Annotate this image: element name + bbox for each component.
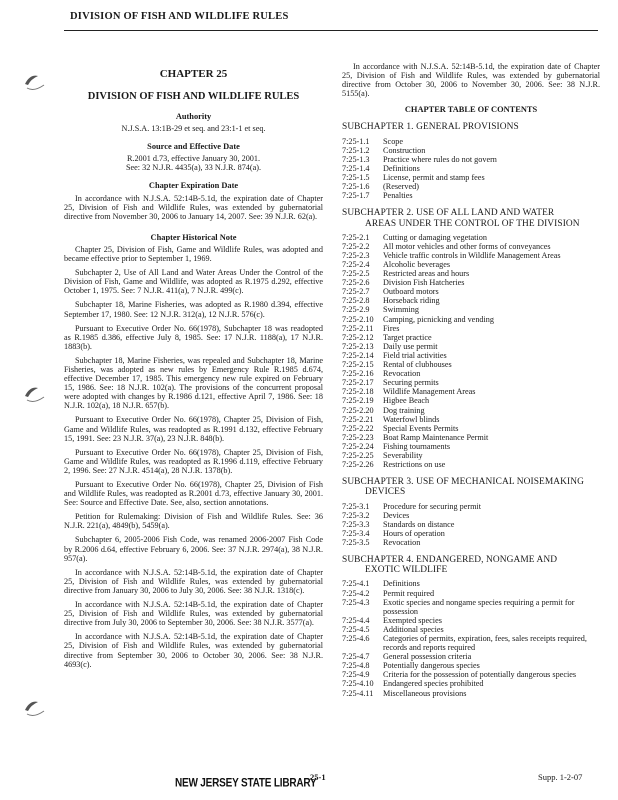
toc-entry xyxy=(342,296,600,305)
section-number: 7:25-2.23 xyxy=(342,432,374,442)
history-paragraph: Pursuant to Executive Order No. 66(1978), Chapter 25, Division of Fish and Wildlife Rules, was readopted as R.2001 d.73, effective January 30, 2001. See: Source and Effective Date. See, also, section annotations. xyxy=(64,480,323,508)
section-title: Boat Ramp Maintenance Permit xyxy=(383,432,489,442)
supplement-date: Supp. 1-2-07 xyxy=(538,772,583,782)
toc-entry xyxy=(342,406,600,415)
section-title: Rental of clubhouses xyxy=(383,360,452,370)
toc-entry xyxy=(342,661,600,670)
chapter-title: CHAPTER 25 xyxy=(159,68,228,80)
section-number: 7:25-2.8 xyxy=(342,296,370,306)
toc-entry xyxy=(342,173,600,182)
section-number: 7:25-4.8 xyxy=(342,661,370,671)
history-paragraph: Subchapter 6, 2005-2006 Fish Code, was renamed 2006-2007 Fish Code by R.2006 d.64, effective February 6, 2006. See: 37 N.J.R. 2974(a), 38 N.J.R. 957(a). xyxy=(64,535,323,563)
section-title: Special Events Permits xyxy=(383,423,459,433)
toc-entry xyxy=(342,520,600,529)
subchapter-title: SUBCHAPTER 4. ENDANGERED, NONGAME AND xyxy=(342,555,558,566)
section-title: Revocation xyxy=(383,369,421,379)
section-number: 7:25-2.4 xyxy=(342,260,370,270)
punch-hole-mark xyxy=(22,382,48,404)
toc-entry xyxy=(342,589,600,598)
toc-entry xyxy=(342,396,600,405)
toc-entry xyxy=(342,616,600,625)
subchapter-title-cont: AREAS UNDER THE CONTROL OF THE DIVISION xyxy=(365,218,580,229)
toc-entry xyxy=(342,415,600,424)
section-title: Additional species xyxy=(383,624,444,634)
section-title: Endangered species prohibited xyxy=(383,679,484,689)
section-number: 7:25-2.1 xyxy=(342,232,370,242)
subchapter-title: SUBCHAPTER 1. GENERAL PROVISIONS xyxy=(342,122,519,133)
toc-entry xyxy=(342,360,600,369)
authority-text: N.J.S.A. 13:1B-29 et seq. and 23:1-1 et seq. xyxy=(121,124,266,134)
section-number: 7:25-1.5 xyxy=(342,173,370,183)
toc-entry xyxy=(342,670,600,679)
section-number: 7:25-3.4 xyxy=(342,528,370,538)
toc-entry xyxy=(342,387,600,396)
section-number: 7:25-4.6 xyxy=(342,634,370,644)
section-title: Field trial activities xyxy=(383,350,447,360)
section-title: Restricted areas and hours xyxy=(383,269,470,279)
toc-entry xyxy=(342,529,600,538)
toc-entry xyxy=(342,689,600,698)
toc-list xyxy=(342,579,600,697)
section-title: Outboard motors xyxy=(383,287,439,297)
section-title: Camping, picnicking and vending xyxy=(383,314,494,324)
toc-entry xyxy=(342,679,600,688)
toc-entry xyxy=(342,182,600,191)
toc-entry xyxy=(342,155,600,164)
subchapter-heading xyxy=(342,477,600,497)
section-number: 7:25-2.9 xyxy=(342,305,370,315)
history-paragraph: Pursuant to Executive Order No. 66(1978), Chapter 25, Division of Fish, Game and Wildlife Rules, was readopted as R.1991 d.132, effective February 15, 1991. See: 23 N.J.R. 37(a), 23 N.J.R. 848(b). xyxy=(64,415,323,443)
section-title: Fishing tournaments xyxy=(383,441,451,451)
running-head: DIVISION OF FISH AND WILDLIFE RULES xyxy=(70,11,289,22)
subchapter-heading xyxy=(342,122,600,132)
section-number: 7:25-2.18 xyxy=(342,387,374,397)
library-stamp-logo: NEW JERSEY STATE LIBRARY xyxy=(175,777,317,790)
toc-entry xyxy=(342,260,600,269)
toc-list xyxy=(342,502,600,547)
section-number: 7:25-2.14 xyxy=(342,350,374,360)
subchapter-title: SUBCHAPTER 3. USE OF MECHANICAL NOISEMAKING xyxy=(342,477,584,488)
section-title: All motor vehicles and other forms of conveyances xyxy=(383,241,551,251)
toc-entry xyxy=(342,305,600,314)
section-title: Potentially dangerous species xyxy=(383,661,480,671)
section-title: (Reserved) xyxy=(383,182,419,192)
history-paragraph: Pursuant to Executive Order No. 66(1978), Chapter 25, Division of Fish, Game and Wildlife Rules, was readopted as R.1996 d.119, effective February 2, 1996. See: 27 N.J.R. 4514(a), 28 N.J.R. 1378(b). xyxy=(64,447,323,475)
section-number: 7:25-2.24 xyxy=(342,441,374,451)
section-title: Categories of permits, expiration, fees, sales receipts required, records and reports required xyxy=(383,634,587,653)
section-number: 7:25-1.6 xyxy=(342,182,370,192)
section-title: License, permit and stamp fees xyxy=(383,173,485,183)
section-number: 7:25-3.2 xyxy=(342,510,370,520)
toc-entry xyxy=(342,278,600,287)
section-title: Vehicle traffic controls in Wildlife Management Areas xyxy=(383,250,561,260)
section-title: Definitions xyxy=(383,163,420,173)
history-paragraph: Chapter 25, Division of Fish, Game and Wildlife Rules, was adopted and became effective prior to September 1, 1969. xyxy=(64,244,323,264)
section-number: 7:25-1.7 xyxy=(342,191,370,201)
toc-list xyxy=(342,137,600,201)
section-number: 7:25-4.7 xyxy=(342,652,370,662)
toc-heading: CHAPTER TABLE OF CONTENTS xyxy=(404,105,538,115)
section-title: Waterfowl blinds xyxy=(383,414,440,424)
section-number: 7:25-2.6 xyxy=(342,278,370,288)
section-number: 7:25-2.7 xyxy=(342,287,370,297)
history-paragraph: In accordance with N.J.S.A. 52:14B-5.1d, the expiration date of Chapter 25, Division of Fish and Wildlife Rules, was extended by gubernatorial directive from July 30, 2006 to September 30, 2006. See: 38 N.J.R. 3577(a). xyxy=(64,600,323,628)
section-number: 7:25-4.10 xyxy=(342,679,374,689)
section-number: 7:25-4.11 xyxy=(342,688,374,698)
section-number: 7:25-4.4 xyxy=(342,615,370,625)
subchapter-title: SUBCHAPTER 2. USE OF ALL LAND AND WATER xyxy=(342,208,555,219)
toc-entry xyxy=(342,146,600,155)
section-number: 7:25-4.9 xyxy=(342,670,370,680)
history-paragraph: In accordance with N.J.S.A. 52:14B-5.1d, the expiration date of Chapter 25, Division of Fish and Wildlife Rules, was extended by gubernatorial directive from January 30, 2006 to July 30, 2006. See: 38 N.J.R. 1318(c). xyxy=(64,567,323,595)
section-number: 7:25-1.1 xyxy=(342,136,370,146)
division-title: DIVISION OF FISH AND WILDLIFE RULES xyxy=(87,91,300,102)
section-number: 7:25-2.13 xyxy=(342,341,374,351)
toc-entry xyxy=(342,424,600,433)
toc-entry xyxy=(342,251,600,260)
section-title: Standards on distance xyxy=(383,519,455,529)
section-number: 7:25-4.3 xyxy=(342,597,370,607)
section-title: Definitions xyxy=(383,579,420,589)
history-paragraph: Subchapter 2, Use of All Land and Water Areas Under the Control of the Division of Fish, Game and Wildlife, was adopted as R.1975 d.292, effective October 1, 1975. See: 7 N.J.R. 411(a), 7 N.J.R. 499(c). xyxy=(64,268,323,296)
section-number: 7:25-1.2 xyxy=(342,145,370,155)
section-number: 7:25-3.1 xyxy=(342,501,370,511)
section-title: Miscellaneous provisions xyxy=(383,688,467,698)
toc-entry xyxy=(342,538,600,547)
section-title: Exempted species xyxy=(383,615,442,625)
section-number: 7:25-2.15 xyxy=(342,360,374,370)
source-line: R.2001 d.73, effective January 30, 2001. xyxy=(126,154,261,164)
toc-entry xyxy=(342,634,600,652)
subchapter-heading xyxy=(342,555,600,575)
section-number: 7:25-2.2 xyxy=(342,241,370,251)
section-number: 7:25-2.5 xyxy=(342,269,370,279)
section-title: Dog training xyxy=(383,405,425,415)
section-number: 7:25-4.5 xyxy=(342,624,370,634)
section-title: Devices xyxy=(383,510,410,520)
authority-heading: Authority xyxy=(175,112,212,121)
section-title: Severability xyxy=(383,450,423,460)
toc-entry xyxy=(342,324,600,333)
section-title: Fires xyxy=(383,323,400,333)
punch-hole-mark xyxy=(22,696,48,718)
toc-entry xyxy=(342,342,600,351)
toc-entry xyxy=(342,579,600,588)
toc-entry xyxy=(342,191,600,200)
section-number: 7:25-3.3 xyxy=(342,519,370,529)
history-heading: Chapter Historical Note xyxy=(150,232,237,242)
left-column xyxy=(64,62,323,674)
section-number: 7:25-1.3 xyxy=(342,154,370,164)
toc-entry xyxy=(342,164,600,173)
toc-entry xyxy=(342,351,600,360)
toc-entry xyxy=(342,652,600,661)
section-title: Horseback riding xyxy=(383,296,440,306)
toc-list xyxy=(342,233,600,469)
toc-entry xyxy=(342,269,600,278)
toc-entry xyxy=(342,433,600,442)
subchapter-title-cont: EXOTIC WILDLIFE xyxy=(365,565,448,576)
section-number: 7:25-2.3 xyxy=(342,250,370,260)
toc-entry xyxy=(342,315,600,324)
section-title: Revocation xyxy=(383,537,421,547)
section-title: Penalties xyxy=(383,191,413,201)
toc-entry xyxy=(342,378,600,387)
section-number: 7:25-2.10 xyxy=(342,314,374,324)
section-title: Securing permits xyxy=(383,378,439,388)
section-number: 7:25-2.11 xyxy=(342,323,374,333)
section-title: Practice where rules do not govern xyxy=(383,154,497,164)
page-number: 25-1 xyxy=(310,772,326,782)
expiration-text: In accordance with N.J.S.A. 52:14B-5.1d, the expiration date of Chapter 25, Division of Fish and Wildlife Rules, was extended by gubernatorial directive from November 30, 2006 to January 14, 2007. See: 39 N.J.R. 62(a). xyxy=(64,193,323,221)
header-rule xyxy=(64,30,598,31)
section-title: Swimming xyxy=(383,305,419,315)
source-heading: Source and Effective Date xyxy=(147,142,240,152)
section-number: 7:25-2.16 xyxy=(342,369,374,379)
toc-entry xyxy=(342,233,600,242)
toc-entry xyxy=(342,442,600,451)
toc-entry xyxy=(342,451,600,460)
section-number: 7:25-2.17 xyxy=(342,378,374,388)
section-title: Procedure for securing permit xyxy=(383,501,481,511)
source-line: See: 32 N.J.R. 4435(a), 33 N.J.R. 874(a). xyxy=(125,163,262,173)
section-number: 7:25-3.5 xyxy=(342,537,370,547)
section-title: Scope xyxy=(383,136,404,146)
history-paragraph: Subchapter 18, Marine Fisheries, was adopted as R.1980 d.394, effective September 17, 1980. See: 12 N.J.R. 312(a), 12 N.J.R. 576(c). xyxy=(64,300,323,319)
history-paragraph: Petition for Rulemaking: Division of Fish and Wildlife Rules. See: 36 N.J.R. 221(a), 4849(b), 5459(a). xyxy=(64,512,323,531)
section-title: Permit required xyxy=(383,588,435,598)
history-paragraph: Pursuant to Executive Order No. 66(1978), Subchapter 18 was readopted as R.1985 d.386, effective July 8, 1985. See: 17 N.J.R. 1188(a), 17 N.J.R. 1883(b). xyxy=(64,323,323,351)
section-title: Division Fish Hatcheries xyxy=(383,278,465,288)
toc-entry xyxy=(342,242,600,251)
section-number: 7:25-2.20 xyxy=(342,405,374,415)
section-number: 7:25-4.2 xyxy=(342,588,370,598)
section-number: 7:25-2.19 xyxy=(342,396,374,406)
expiration-heading: Chapter Expiration Date xyxy=(148,181,239,191)
subchapter-title-cont: DEVICES xyxy=(365,487,406,498)
section-title: Higbee Beach xyxy=(383,396,430,406)
section-number: 7:25-2.26 xyxy=(342,460,374,470)
toc-entry xyxy=(342,369,600,378)
punch-hole-mark xyxy=(22,70,48,92)
section-number: 7:25-2.21 xyxy=(342,414,374,424)
toc-entry xyxy=(342,460,600,469)
section-title: Restrictions on use xyxy=(383,460,446,470)
section-title: Alcoholic beverages xyxy=(383,260,451,270)
section-number: 7:25-4.1 xyxy=(342,579,370,589)
expiration-extension-text: In accordance with N.J.S.A. 52:14B-5.1d, the expiration date of Chapter 25, Division of Fish and Wildlife Rules, was extended by gubernatorial directive from October 30, 2006 to November 30, 2006. See: 38 N.J.R. 5155(a). xyxy=(342,62,600,99)
section-title: Cutting or damaging vegetation xyxy=(383,232,487,242)
right-column xyxy=(342,62,600,698)
section-title: Exotic species and nongame species requiring a permit for possession xyxy=(383,597,575,616)
section-number: 7:25-2.12 xyxy=(342,332,374,342)
section-number: 7:25-2.25 xyxy=(342,450,374,460)
toc-entry xyxy=(342,502,600,511)
toc-entry xyxy=(342,511,600,520)
section-title: Hours of operation xyxy=(383,528,445,538)
toc-entry xyxy=(342,333,600,342)
section-number: 7:25-2.22 xyxy=(342,423,374,433)
section-title: General possession criteria xyxy=(383,652,472,662)
section-title: Target practice xyxy=(383,332,432,342)
history-paragraph: Subchapter 18, Marine Fisheries, was repealed and Subchapter 18, Marine Fisheries, was adopted as new rules by Emergency Rule R.1985 d.674, effective December 17, 1985. This emergency new rule expired on February 15, 1986. See: 18 N.J.R. 102(a). The provisions of the concurrent proposal were adopted with changes by R.1986 d.121, effective April 7, 1986. See: 18 N.J.R. 102(a), 18 N.J.R. 657(b). xyxy=(64,355,323,411)
toc-entry xyxy=(342,625,600,634)
section-number: 7:25-1.4 xyxy=(342,163,370,173)
section-title: Criteria for the possession of potentially dangerous species xyxy=(383,670,577,680)
section-title: Wildlife Management Areas xyxy=(383,387,476,397)
history-paragraph: In accordance with N.J.S.A. 52:14B-5.1d, the expiration date of Chapter 25, Division of Fish and Wildlife Rules, was extended by gubernatorial directive from September 30, 2006 to October 30, 2006. See: 38 N.J.R. 4693(c). xyxy=(64,632,323,669)
toc-entry xyxy=(342,137,600,146)
toc-entry xyxy=(342,598,600,616)
section-title: Construction xyxy=(383,145,426,155)
subchapter-heading xyxy=(342,208,600,228)
section-title: Daily use permit xyxy=(383,341,438,351)
toc-entry xyxy=(342,287,600,296)
